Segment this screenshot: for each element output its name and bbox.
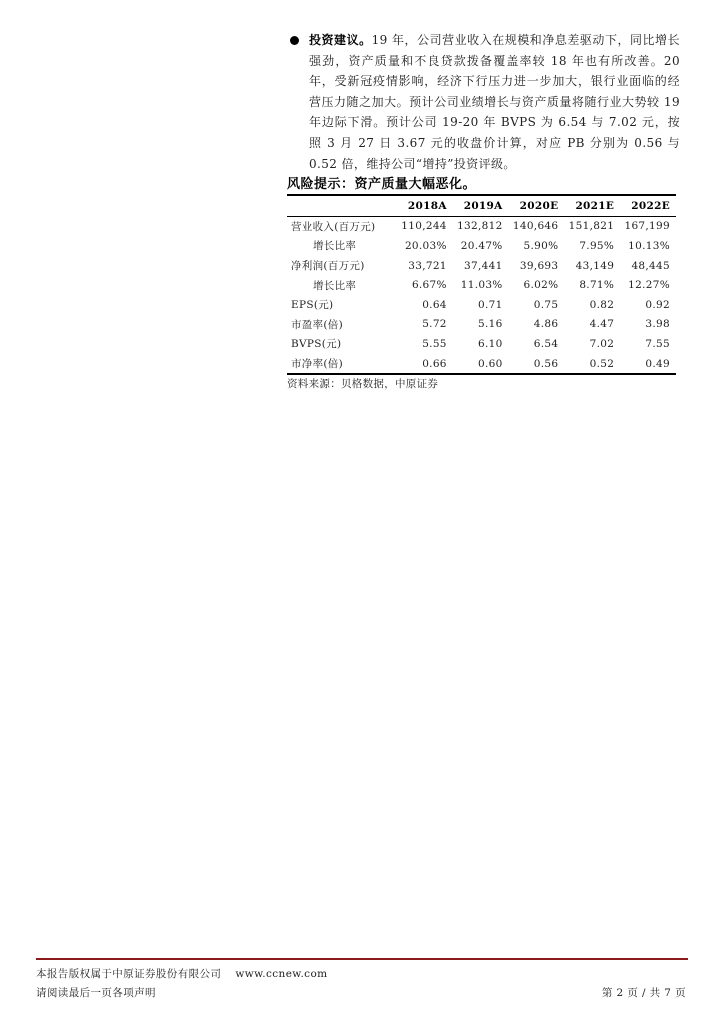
table-cell: 43,149 xyxy=(575,259,615,272)
table-row xyxy=(287,334,676,354)
table-cell: 4.86 xyxy=(533,318,559,331)
financial-forecast-table xyxy=(287,194,676,375)
table-row xyxy=(287,216,676,236)
table-cell: 10.13% xyxy=(628,239,670,252)
row-label: BVPS(元) xyxy=(291,338,342,351)
table-cell: 167,199 xyxy=(624,220,670,233)
table-row xyxy=(287,315,676,335)
table-cell: 11.03% xyxy=(460,279,503,292)
footer-divider xyxy=(36,958,688,960)
table-cell: 0.64 xyxy=(422,298,447,311)
investment-lead: 投资建议。 xyxy=(309,33,372,47)
row-label: EPS(元) xyxy=(291,299,334,312)
table-cell: 5.16 xyxy=(478,318,503,331)
table-cell: 0.82 xyxy=(589,298,615,311)
row-label: 增长比率 xyxy=(313,240,357,253)
footer-url-link[interactable]: www.ccnew.com xyxy=(235,968,328,980)
table-cell: 5.90% xyxy=(523,239,559,252)
table-cell: 7.55 xyxy=(645,337,670,350)
table-header-cell xyxy=(287,195,397,216)
table-cell: 6.67% xyxy=(411,279,447,292)
row-label: 增长比率 xyxy=(313,279,357,292)
footer-copyright-line xyxy=(36,966,328,981)
table-cell: 8.71% xyxy=(579,279,615,292)
investment-paragraph xyxy=(309,30,680,174)
table-cell: 5.72 xyxy=(422,318,447,331)
table-cell: 4.47 xyxy=(589,318,615,331)
table-cell: 0.75 xyxy=(533,298,559,311)
table-cell: 6.10 xyxy=(478,337,503,350)
table-cell: 39,693 xyxy=(519,259,559,272)
table-row xyxy=(287,256,676,276)
row-label: 市盈率(倍) xyxy=(291,318,343,331)
row-label: 市净率(倍) xyxy=(291,358,343,371)
footer-copyright: 本报告版权属于中原证券股份有限公司 xyxy=(36,968,222,980)
table-row xyxy=(287,295,676,315)
table-row xyxy=(287,354,676,375)
footer-disclaimer: 请阅读最后一页各项声明 xyxy=(36,987,156,999)
table-cell: 132,812 xyxy=(457,220,503,233)
risk-warning: 风险提示：资产质量大幅恶化。 xyxy=(287,177,477,192)
table-header-cell: 2018A xyxy=(407,199,447,212)
row-label: 营业收入(百万元) xyxy=(291,220,376,233)
table-row xyxy=(287,275,676,295)
table-cell: 6.02% xyxy=(523,279,559,292)
table-cell: 5.55 xyxy=(422,337,447,350)
table-header-cell: 2021E xyxy=(575,199,615,212)
table-cell: 151,821 xyxy=(568,220,615,233)
table-cell: 110,244 xyxy=(401,220,447,233)
table-cell: 20.03% xyxy=(404,239,447,252)
table-cell: 0.52 xyxy=(589,357,615,370)
table-header-cell: 2022E xyxy=(631,199,670,212)
table-cell: 0.56 xyxy=(533,357,559,370)
table-cell: 7.02 xyxy=(589,337,615,350)
table-cell: 7.95% xyxy=(579,239,615,252)
table-cell: 0.49 xyxy=(645,357,670,370)
table-cell: 0.60 xyxy=(478,357,503,370)
table-header-cell: 2020E xyxy=(519,199,559,212)
table-row xyxy=(287,236,676,256)
table-cell: 48,445 xyxy=(631,259,670,272)
bullet-icon xyxy=(290,36,299,45)
row-label: 净利润(百万元) xyxy=(291,260,365,273)
investment-advice xyxy=(290,30,680,174)
table-cell: 0.71 xyxy=(478,298,503,311)
table-cell: 0.92 xyxy=(645,298,670,311)
table-cell: 3.98 xyxy=(645,318,670,331)
table-cell: 140,646 xyxy=(512,220,559,233)
table-header-cell: 2019A xyxy=(463,199,503,212)
investment-text: 19 年，公司营业收入在规模和净息差驱动下，同比增长强劲，资产质量和不良贷款拨备覆盖率较 18 年也有所改善。20 年，受新冠疫情影响，经济下行压力进一步加大，银行业面临的经营压力随之加大。预计公司业绩增长与资产质量将随行业大势较 19 年边际下滑。预计公司 19-20 年 BVPS 为 6.54 与 7.02 元，按照 3 月 27 日 3.67 元的收盘价计算，对应 PB 分别为 0.56 与 0.52 倍，维持公司“增持”投资评级。 xyxy=(309,33,680,171)
page-number: 第 2 页 / 共 7 页 xyxy=(601,987,686,999)
table-cell: 20.47% xyxy=(460,239,503,252)
table-header-row xyxy=(287,195,676,216)
table-cell: 6.54 xyxy=(533,337,559,350)
table-cell: 37,441 xyxy=(464,259,503,272)
source-note: 资料来源：贝格数据，中原证券 xyxy=(287,378,439,390)
table-cell: 33,721 xyxy=(408,259,447,272)
table-cell: 0.66 xyxy=(422,357,447,370)
table-cell: 12.27% xyxy=(628,279,670,292)
